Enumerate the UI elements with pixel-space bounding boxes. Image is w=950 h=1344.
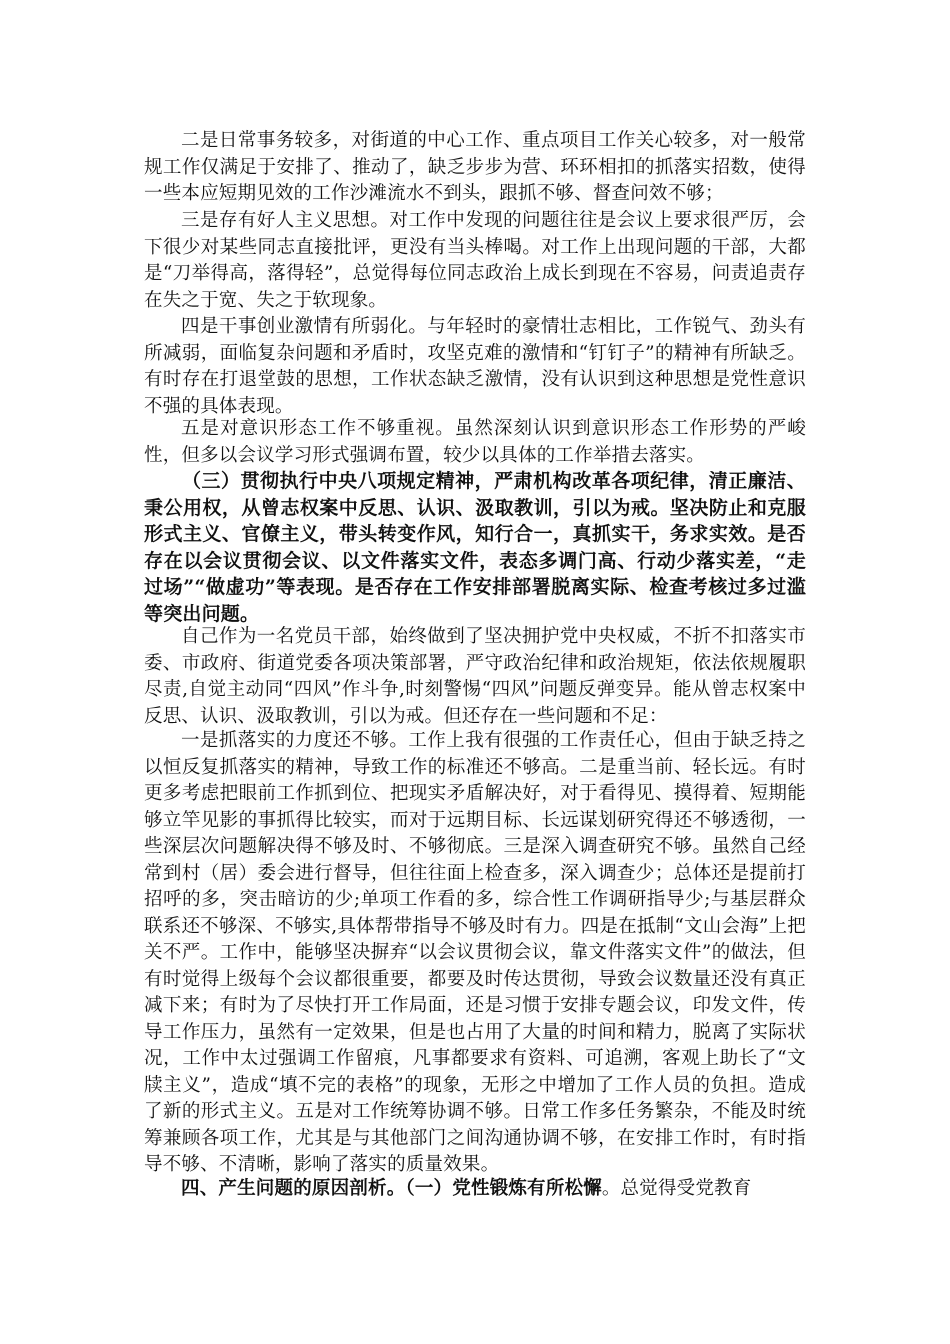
paragraph-cause-analysis bbox=[144, 1176, 806, 1203]
paragraph-ideology-work: 五是对意识形态工作不够重视。虽然深刻认识到意识形态工作形势的严峻性，但多以会议学习形式强调布置，较少以具体的工作举措去落实。 bbox=[144, 418, 806, 466]
paragraph-passion-weakened: 四是干事创业激情有所弱化。与年轻时的豪情壮志相比，工作锐气、劲头有所减弱，面临复杂问题和矛盾时，攻坚克难的激情和“钉钉子”的精神有所缺乏。有时存在打退堂鼓的思想，工作状态缺乏激情，没有认识到这种思想是党性意识不强的具体表现。 bbox=[144, 316, 806, 417]
paragraph-problems-list: 一是抓落实的力度还不够。工作上我有很强的工作责任心，但由于缺乏持之以恒反复抓落实的精神，导致工作的标准还不够高。二是重当前、轻长远。有时更多考虑把眼前工作抓到位、把现实矛盾解决好，对于看得见、摸得着、短期能够立竿见影的事抓得比较实，而对于远期目标、长远谋划研究得还不够透彻，一些深层次问题解决得不够及时、不够彻底。三是深入调查研究不够。虽然自己经常到村（居）委会进行督导，但往往面上检查多，深入调查少；总体还是提前打招呼的多，突击暗访的少;单项工作看的多，综合性工作调研指导少;与基层群众联系还不够深、不够实,具体帮带指导不够及时有力。四是在抵制“文山会海”上把关不严。工作中，能够坚决摒弃“以会议贯彻会议，靠文件落实文件”的做法，但有时觉得上级每个会议都很重要，都要及时传达贯彻，导致会议数量还没有真正减下来；有时为了尽快打开工作局面，还是习惯于安排专题会议，印发文件，传导工作压力，虽然有一定效果，但是也占用了大量的时间和精力，脱离了实际状况，工作中太过强调工作留痕，凡事都要求有资料、可追溯，客观上助长了“文牍主义”，造成“填不完的表格”的现象，无形之中增加了工作人员的负担。造成了新的形式主义。五是对工作统筹协调不够。日常工作多任务繁杂，不能及时统筹兼顾各项工作，尤其是与其他部门之间沟通协调不够，在安排工作时，有时指导不够、不清晰，影响了落实的质量效果。 bbox=[144, 730, 806, 1175]
paragraph-good-person-ideology: 三是存有好人主义思想。对工作中发现的问题往往是会议上要求很严厉，会下很少对某些同志直接批评，更没有当头棒喝。对工作上出现问题的干部，大都是“刀举得高，落得轻”，总觉得每位同志政治上成长到现在不容易，问责追责存在失之于宽、失之于软现象。 bbox=[144, 210, 806, 311]
section-heading-eight-rules: （三）贯彻执行中央八项规定精神，严肃机构改革各项纪律，清正廉洁、秉公用权，从曾志权案中反思、认识、汲取教训，引以为戒。坚决防止和克服形式主义、官僚主义，带头转变作风，知行合一，真抓实干，务求实效。是否存在以会议贯彻会议、以文件落实文件，表态多调门高、行动少落实差，“走过场”“做虚功”等表现。是否存在工作安排部署脱离实际、检查考核过多过滥等突出问题。 bbox=[144, 470, 806, 625]
paragraph-daily-affairs: 二是日常事务较多，对街道的中心工作、重点项目工作关心较多，对一般常规工作仅满足于安排了、推动了，缺乏步步为营、环环相扣的抓落实招数，使得一些本应短期见效的工作沙滩流水不到头，跟抓不够、督查问效不够； bbox=[144, 130, 806, 204]
cause-analysis-heading: 四、产生问题的原因剖析。（一）党性锻炼有所松懈 bbox=[181, 1178, 602, 1199]
cause-analysis-text: 。总觉得受党教育 bbox=[601, 1178, 752, 1199]
paragraph-self-assessment: 自己作为一名党员干部，始终做到了坚决拥护党中央权威，不折不扣落实市委、市政府、街道党委各项决策部署，严守政治纪律和政治规矩，依法依规履职尽责,自觉主动同“四风”作斗争,时刻警惕“四风”问题反弹变异。能从曾志权案中反思、认识、汲取教训，引以为戒。但还存在一些问题和不足： bbox=[144, 626, 806, 727]
